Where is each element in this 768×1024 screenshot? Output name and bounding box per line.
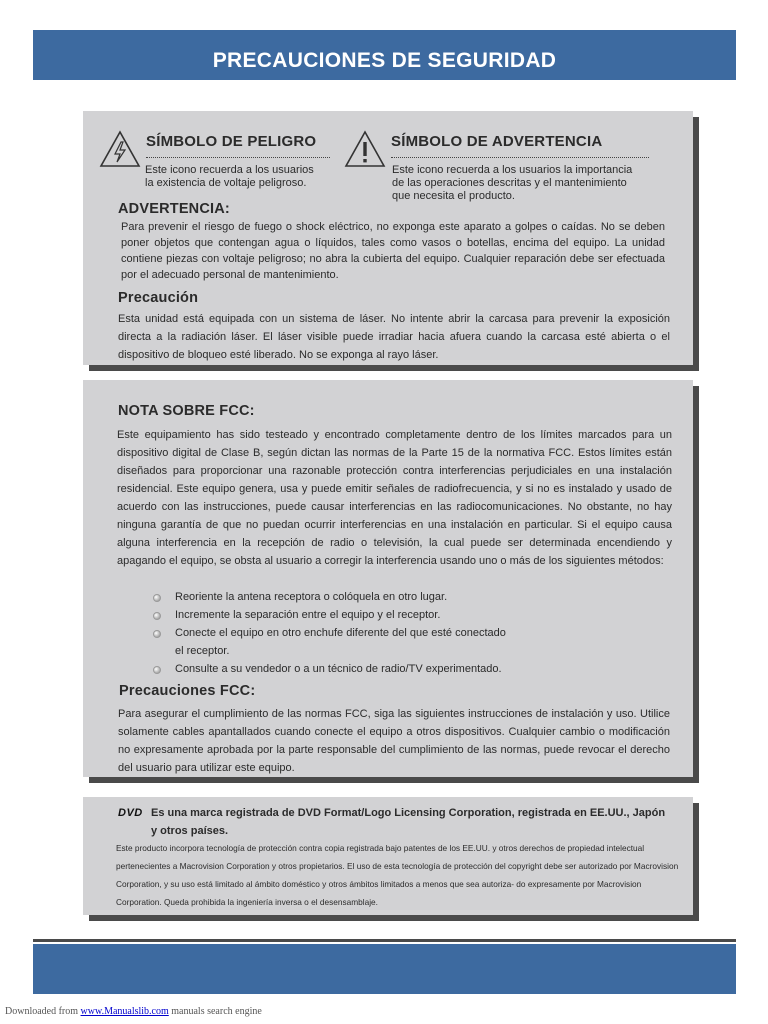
list-item xyxy=(153,624,653,660)
danger-desc-line1: Este icono recuerda a los usuarios xyxy=(145,164,314,176)
trademark-panel xyxy=(83,797,693,915)
header-bar xyxy=(33,30,736,80)
dvd-trademark-line1: Es una marca registrada de DVD Format/Logo Licensing Corporation, registrada en EE.UU., Japón xyxy=(151,807,666,819)
download-suffix: manuals search engine xyxy=(171,1006,262,1017)
warning-symbol-title: SÍMBOLO DE ADVERTENCIA xyxy=(391,133,603,150)
download-credit xyxy=(5,1006,262,1017)
bullet-icon xyxy=(153,594,161,602)
footer-divider xyxy=(33,939,736,942)
footer-bar xyxy=(33,944,736,994)
warning-desc-line3: que necesita el producto. xyxy=(392,190,515,202)
fcc-note-text: Este equipamiento has sido testeado y encontrado completamente dentro de los límites marcados para un dispositivo digital de Clase B, según dictan las normas de la Parte 15 de la normativa FCC. Estos límites están diseñados para proporcionar una razonable protección contra interferencias perjudiciales en una instalación residencial. Este equipo genera, usa y puede emitir señales de radiofrecuencia, y si no es instalado y usado de acuerdo con las instrucciones, puede causar interferencias en las radiocomunicaciones. No obstante, no hay ninguna garantía de que no puedan ocurrir interferencias en una instalación en particular. Si el equipo causa alguna interferencia en la recepción de radio o televisión, la cual puede ser determinada encendiendo y apagando el equipo, se obsta al usuario a corregir la interferencia usando uno o más de los siguientes métodos: xyxy=(117,429,672,567)
dvd-logo: DVD xyxy=(118,807,143,819)
danger-divider xyxy=(146,157,330,158)
bullet-icon xyxy=(153,666,161,674)
list-item xyxy=(153,588,653,606)
fcc-methods-list xyxy=(153,588,653,678)
danger-symbol-title: SÍMBOLO DE PELIGRO xyxy=(146,133,317,150)
bullet-icon xyxy=(153,630,161,638)
exclamation-warning-icon xyxy=(344,130,386,168)
manualslib-link[interactable]: www.Manualslib.com xyxy=(80,1006,169,1017)
page-title: PRECAUCIONES DE SEGURIDAD xyxy=(212,49,557,72)
precaucion-heading: Precaución xyxy=(118,290,199,306)
advertencia-text: Para prevenir el riesgo de fuego o shock eléctrico, no exponga este aparato a golpes o caídas. No se deben poner objetos que contengan agua o líquidos, tales como vasos o botellas, encima del equipo. La unidad contiene piezas con voltaje peligroso; no abra la cubierta del equipo. Cualquier reparación debe ser efectuada por el adecuado personal de mantenimiento. xyxy=(121,221,665,281)
fcc-panel xyxy=(83,380,693,777)
fcc-method-2: Incremente la separación entre el equipo y el receptor. xyxy=(175,609,441,621)
fcc-precautions-text: Para asegurar el cumplimiento de las normas FCC, siga las siguientes instrucciones de instalación y uso. Utilice solamente cables apantallados cuando conecte el equipo a otros dispositivos. Cualquier cambio o modificación no expresamente aprobada por la parte responsable del cumplimiento de las normas, puede revocar el derecho del usuario para utilizar este equipo. xyxy=(118,708,670,774)
download-prefix: Downloaded from xyxy=(5,1006,79,1017)
advertencia-heading: ADVERTENCIA: xyxy=(118,201,230,217)
warning-desc-line1: Este icono recuerda a los usuarios la importancia xyxy=(392,164,633,176)
bullet-icon xyxy=(153,612,161,620)
fcc-precautions-heading: Precauciones FCC: xyxy=(119,683,256,699)
warning-desc-line2: de las operaciones descritas y el mantenimiento xyxy=(392,177,627,189)
fcc-method-3-line1: Conecte el equipo en otro enchufe diferente del que esté conectado xyxy=(175,627,506,639)
electric-shock-warning-icon xyxy=(99,130,141,168)
fcc-method-3-line2: el receptor. xyxy=(175,645,230,657)
safety-warnings-panel xyxy=(83,111,693,365)
list-item xyxy=(153,660,653,678)
fcc-method-1: Reoriente la antena receptora o colóquela en otro lugar. xyxy=(175,591,448,603)
dvd-trademark-line2: y otros países. xyxy=(151,825,229,837)
danger-desc-line2: la existencia de voltaje peligroso. xyxy=(145,177,307,189)
fcc-note-heading: NOTA SOBRE FCC: xyxy=(118,403,255,419)
warning-divider xyxy=(391,157,649,158)
fcc-method-4: Consulte a su vendedor o a un técnico de radio/TV experimentado. xyxy=(175,663,502,675)
macrovision-text: Este producto incorpora tecnología de protección contra copia registrada bajo patentes de los EE.UU. y otros derechos de propiedad intelectual pertenecientes a Macrovision Corporation y otros propietarios. El uso de esta tecnología de protección del copyright debe ser autorizado por Macrovision Corporation, y su uso está limitado al ámbito doméstico y otros ámbitos limitados a menos que sea autoriza- do expresamente por Macrovision Corporation. Queda prohibida la ingeniería inversa o el desensamblaje. xyxy=(116,843,679,907)
list-item xyxy=(153,606,653,624)
precaucion-text: Esta unidad está equipada con un sistema de láser. No intente abrir la carcasa para prevenir la exposición directa a la radiación láser. El láser visible puede irradiar hacia afuera cuando la carcasa esté abierta o el dispositivo de bloqueo esté liberado. No se exponga al rayo láser. xyxy=(118,313,670,361)
